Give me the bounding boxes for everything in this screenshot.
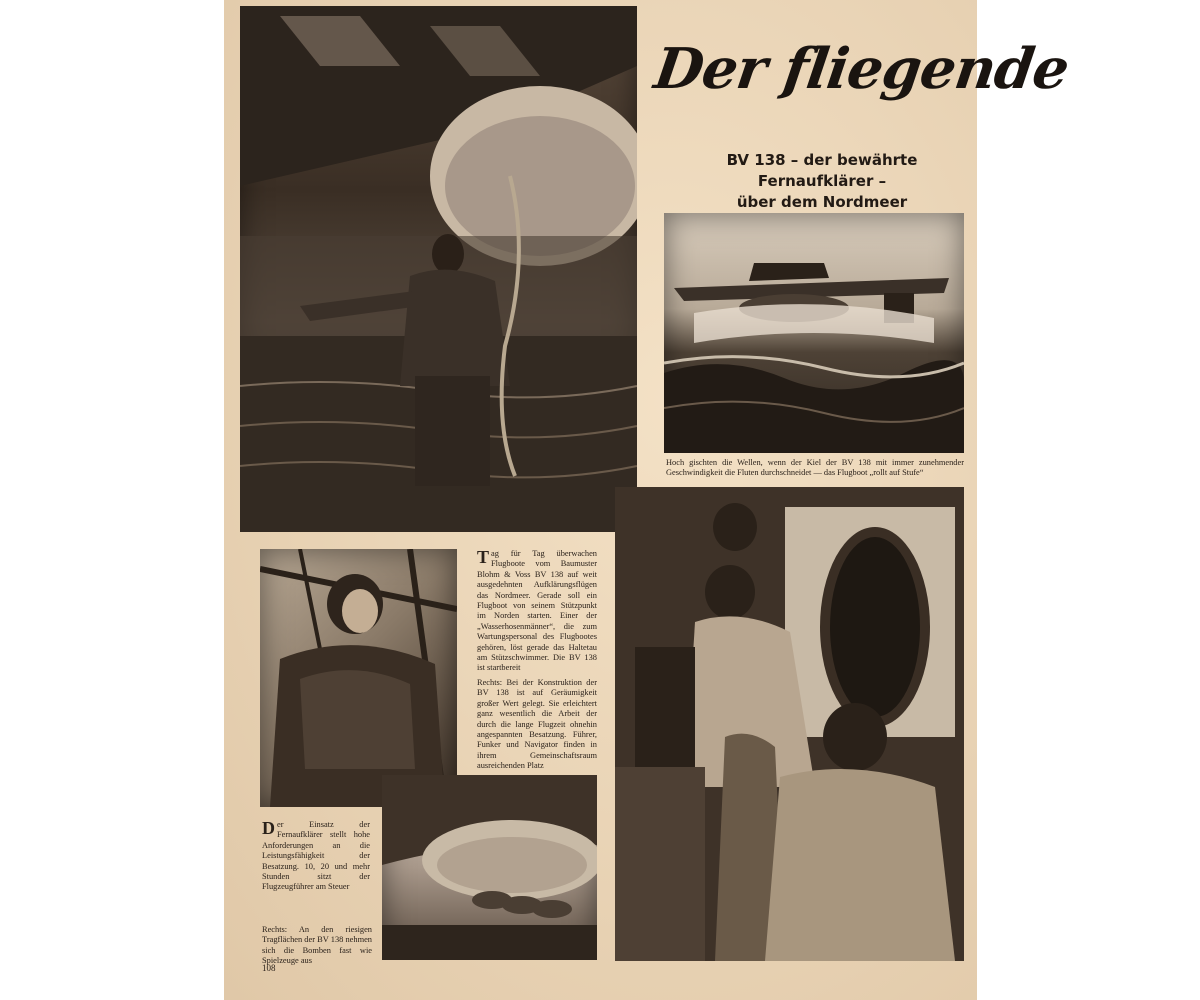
caption-bombs: Rechts: An den riesigen Tragflächen der BV 138 nehmen sich die Bomben fast wie Spielzeuge aus — [262, 925, 372, 966]
subheadline — [672, 150, 972, 213]
caption-pilot-text: er Einsatz der Fernaufklärer stellt hohe Anforderungen an die Leistungsfähigkeit der Besatzung. 10, 20 und mehr Stunden sitzt der Flugzeugführer am Steuer — [262, 820, 370, 892]
page-number: 108 — [262, 963, 276, 973]
headline: Der fliegende — [650, 36, 1073, 102]
photo-crew-interior — [615, 487, 964, 961]
caption-crew: Rechts: Bei der Konstruktion der BV 138 ist auf Geräumigkeit großer Wert gelegt. Sie erleichtert ganz wesentlich die Arbeit der durch die lange Flugzeit ohnehin angespannten Besatzung. Führer, Funker und Navigator finden in ihrem Gemeinschaftsraum ausreichenden Platz — [477, 678, 597, 771]
caption-main-text: ag für Tag überwachen Flugboote vom Baumuster Blohm & Voss BV 138 auf weit ausgedehnten Aufklärungsflügen das Nordmeer. Gerade soll ein Flugboot von seinem Stützpunkt im Norden starten. Einer der „Wasserhosenmänner“, die zum Wartungspersonal des Flugbootes gehören, löst gerade das Haltetau am Stützschwimmer. Die BV 138 ist startbereit — [477, 549, 597, 673]
subheadline-line-2: über dem Nordmeer — [736, 193, 908, 211]
dropcap-pilot: D — [262, 818, 275, 838]
dropcap-main: T — [477, 547, 490, 567]
subheadline-line-1: BV 138 – der bewährte Fernaufklärer – — [726, 151, 918, 190]
photo-flying-boat — [664, 213, 964, 453]
photo-bombs-wing — [382, 775, 597, 960]
photo-crewman-float — [240, 6, 637, 532]
caption-main — [477, 549, 597, 674]
photo-pilot — [260, 549, 457, 807]
caption-flying-boat: Hoch gischten die Wellen, wenn der Kiel der BV 138 mit immer zunehmender Geschwindigkeit die Fluten durchschneidet — das Flugboot „rollt auf Stufe“ — [666, 458, 964, 478]
caption-pilot — [262, 820, 370, 893]
